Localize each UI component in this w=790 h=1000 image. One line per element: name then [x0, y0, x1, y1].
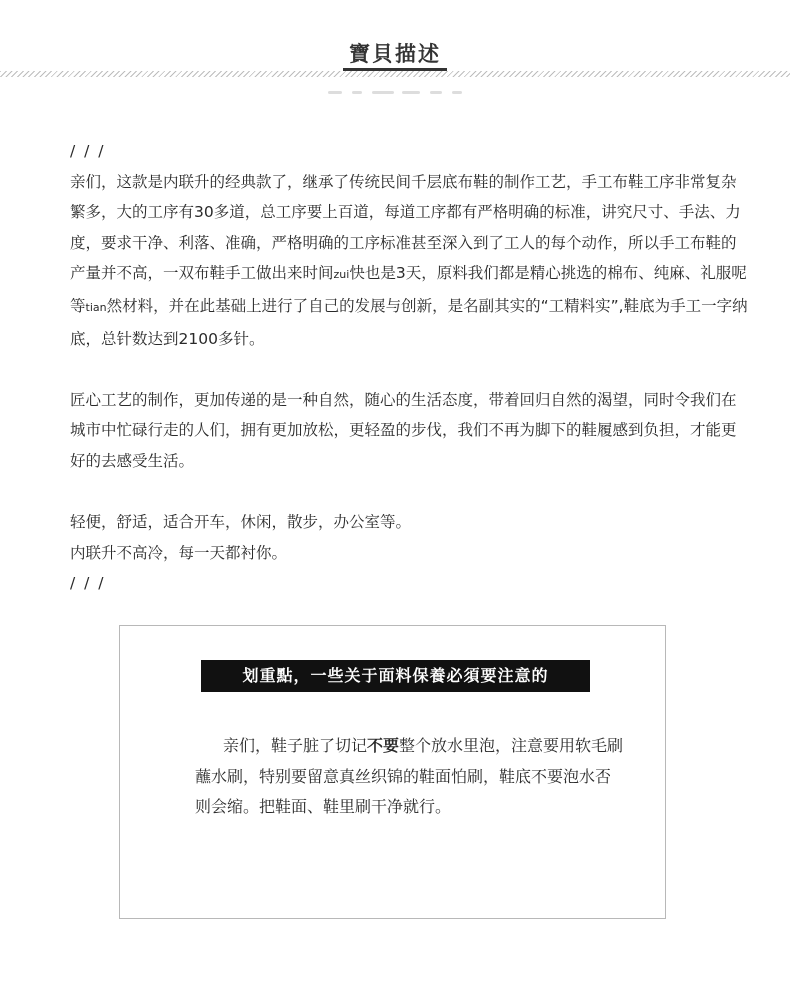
care-notice-text	[195, 731, 625, 823]
dotted-divider	[0, 71, 790, 77]
slash-divider-top: / / /	[70, 142, 106, 160]
description-features-line: 轻便，舒适，适合开车，休闲，散步，办公室等。	[70, 513, 412, 532]
care-text-before: 亲们，鞋子脏了切记	[223, 736, 368, 755]
faded-subtitle-decoration	[0, 88, 790, 98]
paragraph-spacer	[70, 354, 750, 385]
care-text-after: 整个放水里泡，注意要用软毛刷蘸水刷，特别要留意真丝织锦的鞋面怕刷，鞋底不要泡水否则会缩。把鞋面、鞋里刷干净就行。	[195, 736, 624, 817]
care-notice-box	[119, 625, 666, 919]
slash-divider-bottom: / / /	[70, 574, 106, 593]
section-header	[0, 0, 790, 110]
description-paragraph-craft	[70, 167, 750, 355]
section-title: 寶貝描述	[349, 41, 441, 66]
description-paragraph-lifestyle: 匠心工艺的制作，更加传递的是一种自然，随心的生活态度，带着回归自然的渴望，同时令我们在城市中忙碌行走的人们，拥有更加放松，更轻盈的步伐，我们不再为脚下的鞋履感到负担，才能更好的去感受生活。	[70, 390, 737, 470]
craft-text-small-tian: tian	[85, 300, 107, 314]
care-notice-label: 划重點，一些关于面料保養必須要注意的	[201, 660, 590, 692]
paragraph-spacer	[70, 477, 750, 508]
care-text-emphasis: 不要	[367, 736, 400, 755]
craft-text-part-b: 快也是3天，原料我们都是精心挑选的棉布、纯麻、礼服呢等	[70, 264, 747, 315]
product-description	[70, 136, 750, 599]
description-slogan-line: 内联升不高冷，每一天都衬你。	[70, 543, 288, 562]
craft-text-part-c: 然材料，并在此基础上进行了自己的发展与创新，是名副其实的“工精料实”,鞋底为手工一字纳底，总针数达到2100多针。	[70, 296, 748, 348]
craft-text-part-a: 亲们，这款是内联升的经典款了，继承了传统民间千层底布鞋的制作工艺，手工布鞋工序非常复杂繁多，大的工序有30多道，总工序要上百道，每道工序都有严格明确的标准，讲究尺寸、手法、力度，要求干净、利落、准确，严格明确的工序标准甚至深入到了工人的每个动作，所以手工布鞋的产量并不高，一双布鞋手工做出来时间	[70, 172, 741, 283]
craft-text-small-zui: zui	[333, 268, 350, 282]
